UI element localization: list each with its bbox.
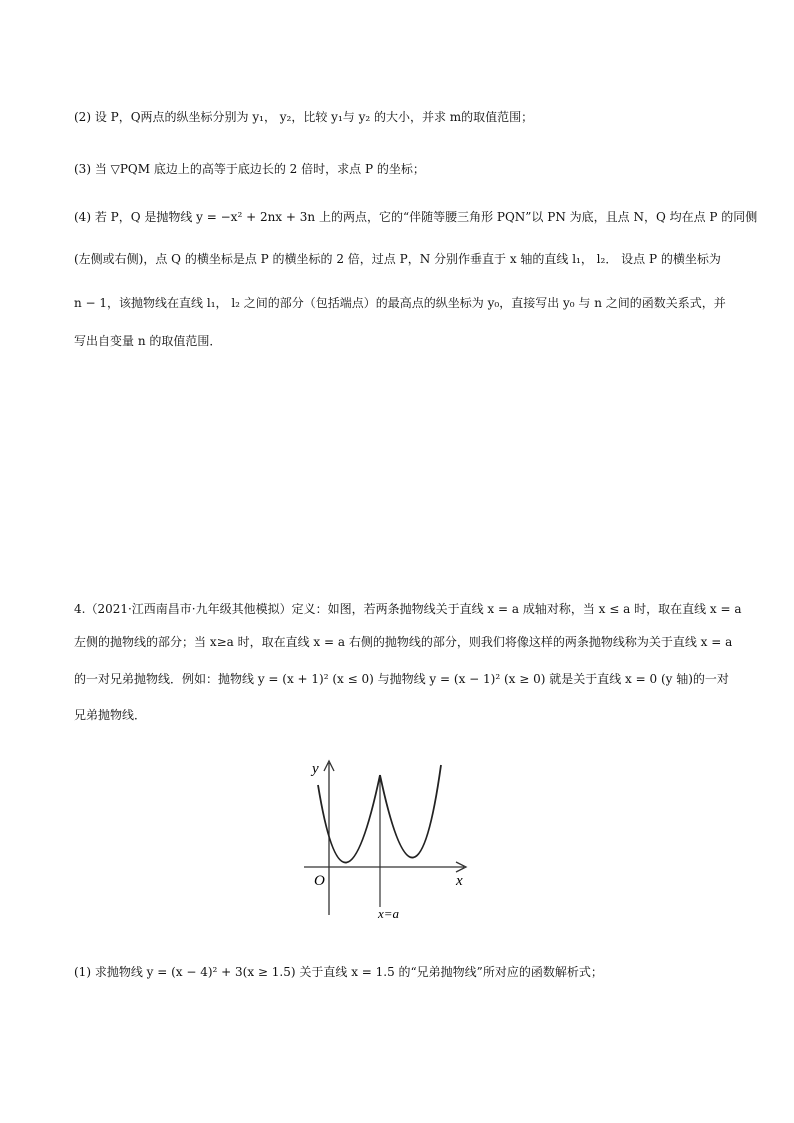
question-3-text: (3) 当 ▽PQM 底边上的高等于底边长的 2 倍时，求点 P 的坐标； <box>74 162 425 176</box>
question-4-line-4: 写出自变量 n 的取值范围． <box>74 334 222 348</box>
origin-label: O <box>314 873 325 889</box>
y-label: y <box>312 761 319 777</box>
question-4-line-1: (4) 若 P，Q 是抛物线 y = −x² + 2nx + 3n 上的两点，它的“伴随等腰三角形 PQN”以 PN 为底，且点 N，Q 均在点 P 的同侧 <box>74 210 758 224</box>
problem-4-line-1: 4.（2021·江西南昌市·九年级其他模拟）定义：如图，若两条抛物线关于直线 x = a 成轴对称，当 x ≤ a 时，取在直线 x = a <box>74 602 742 616</box>
left-parabola <box>318 775 380 863</box>
question-2-text: (2) 设 P，Q两点的纵坐标分别为 y₁， y₂，比较 y₁与 y₂ 的大小，并求 m的取值范围； <box>74 110 534 124</box>
problem-4-line-2: 左侧的抛物线的部分；当 x≥a 时，取在直线 x = a 右侧的抛物线的部分，则我们将像这样的两条抛物线称为关于直线 x = a <box>74 635 733 649</box>
problem-4-line-3: 的一对兄弟抛物线．例如：抛物线 y = (x + 1)² (x ≤ 0) 与抛物线 y = (x − 1)² (x ≥ 0) 就是关于直线 x = 0 (y 轴)的一对 <box>74 672 729 686</box>
problem-4-question-1: (1) 求抛物线 y = (x − 4)² + 3(x ≥ 1.5) 关于直线 x = 1.5 的“兄弟抛物线”所对应的函数解析式； <box>74 965 603 979</box>
brother-parabola-figure <box>296 755 476 920</box>
right-parabola <box>380 765 441 858</box>
problem-4-line-4: 兄弟抛物线． <box>74 708 147 722</box>
x-equals-a-label: x=a <box>378 906 400 920</box>
question-4-line-3: n − 1，该抛物线在直线 l₁， l₂ 之间的部分（包括端点）的最高点的纵坐标为 y₀，直接写出 y₀ 与 n 之间的函数关系式，并 <box>74 296 726 310</box>
question-4-line-2: (左侧或右侧)，点 Q 的横坐标是点 P 的横坐标的 2 倍，过点 P，N 分别作垂直于 x 轴的直线 l₁， l₂． 设点 P 的横坐标为 <box>74 252 721 266</box>
x-label: x <box>456 873 463 889</box>
